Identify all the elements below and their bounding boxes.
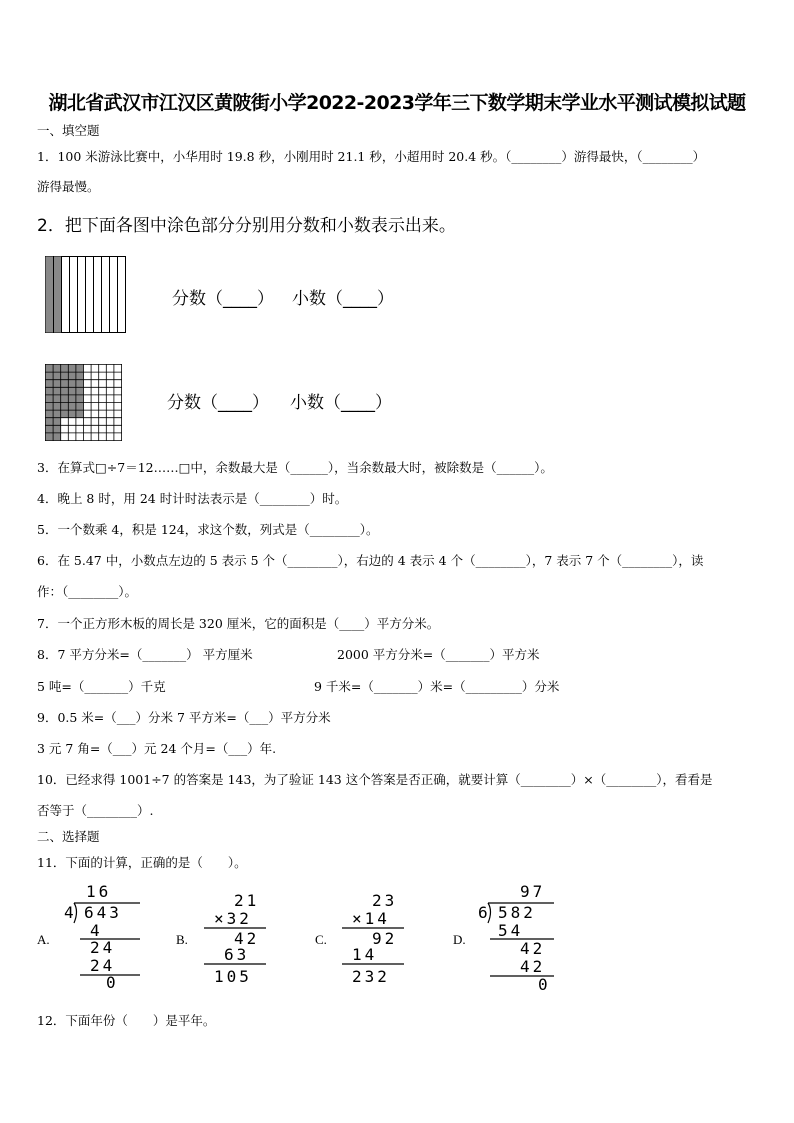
option-b-multiplication (200, 890, 270, 986)
question-1-line-2: 游得最慢。 (37, 179, 100, 194)
question-10-line-2: 否等于（________）. (37, 803, 154, 818)
option-b-multiplicand: 21 (234, 891, 260, 910)
question-2: 2．把下面各图中涂色部分分别用分数和小数表示出来。 (37, 216, 456, 236)
option-c-result: 232 (352, 967, 390, 986)
option-d-step-1: 54 (498, 921, 524, 940)
option-d-dividend: 582 (498, 903, 536, 922)
option-d-long-division (474, 883, 558, 991)
question-8-part-c: 5 吨=（_______）千克 (37, 679, 166, 694)
option-d-quotient: 97 (520, 883, 546, 901)
option-c-multiplier: ×14 (352, 909, 390, 928)
question-6-line-2: 作：（________）。 (37, 584, 138, 599)
option-a-remainder-1: 24 (90, 938, 116, 957)
question-3: 3．在算式□÷7＝12……□中，余数最大是（______），当余数最大时，被除数是（______）。 (37, 460, 553, 475)
option-a-step-1: 4 (90, 921, 100, 940)
section-heading-fill-blank: 一、填空题 (37, 123, 100, 138)
option-a-label: A. (37, 932, 50, 947)
question-8-part-d: 9 千米=（_______）米=（_________）分米 (314, 679, 560, 694)
question-12: 12．下面年份（ ）是平年。 (37, 1013, 216, 1028)
option-d-remainder-2: 0 (538, 975, 548, 991)
question-8-part-b: 2000 平方分米=（_______）平方米 (337, 647, 540, 662)
question-5: 5．一个数乘 4，积是 124，求这个数，列式是（________）。 (37, 522, 379, 537)
option-c-partial-1: 92 (372, 929, 398, 948)
option-d-label: D. (453, 932, 466, 947)
option-b-multiplier: ×32 (214, 909, 252, 928)
option-c-partial-2: 14 (352, 945, 378, 964)
option-b-label: B. (176, 932, 188, 947)
option-a-step-2: 24 (90, 956, 116, 975)
question-10-line-1: 10．已经求得 1001÷7 的答案是 143，为了验证 143 这个答案是否正确，就要计算（________）×（________），看看是 (37, 772, 713, 787)
figure-1-decimal-label: 小数（____） (292, 289, 394, 309)
option-a-divisor: 4 (64, 903, 74, 922)
option-b-partial-1: 42 (234, 929, 260, 948)
question-4: 4．晚上 8 时，用 24 时计时法表示是（________）时。 (37, 491, 348, 506)
option-c-label: C. (315, 932, 327, 947)
figure-2-grid-diagram (45, 364, 123, 442)
option-c-multiplicand: 23 (372, 891, 398, 910)
option-a-long-division (60, 883, 144, 989)
option-c-multiplication (338, 890, 408, 986)
option-b-partial-2: 63 (224, 945, 250, 964)
question-9-line-1: 9．0.5 米=（___）分米 7 平方米=（___）平方分米 (37, 710, 331, 725)
question-7: 7．一个正方形木板的周长是 320 厘米，它的面积是（____）平方分米。 (37, 616, 440, 631)
option-d-divisor: 6 (478, 903, 488, 922)
figure-2-fraction-label: 分数（____） (167, 393, 269, 413)
option-b-result: 105 (214, 967, 252, 986)
question-8-part-a: 8．7 平方分米=（_______） 平方厘米 (37, 647, 253, 662)
option-d-step-2: 42 (520, 957, 546, 976)
option-a-remainder-2: 0 (106, 973, 116, 989)
option-a-dividend: 643 (84, 903, 122, 922)
figure-2-decimal-label: 小数（____） (290, 393, 392, 413)
section-heading-choice: 二、选择题 (37, 829, 100, 844)
question-9-line-2: 3 元 7 角=（___）元 24 个月=（___）年. (37, 741, 277, 756)
figure-1-column-diagram (45, 256, 127, 334)
option-d-remainder-1: 42 (520, 939, 546, 958)
option-a-quotient: 16 (86, 883, 112, 901)
question-11: 11．下面的计算，正确的是（ ）。 (37, 855, 247, 870)
figure-1-fraction-label: 分数（____） (172, 289, 274, 309)
page-title: 湖北省武汉市江汉区黄陂街小学2022-2023学年三下数学期末学业水平测试模拟试题 (48, 92, 746, 114)
question-6-line-1: 6．在 5.47 中，小数点左边的 5 表示 5 个（________），右边的 4 表示 4 个（________），7 表示 7 个（________），读 (37, 553, 704, 568)
question-1-line-1: 1．100 米游泳比赛中，小华用时 19.8 秒，小刚用时 21.1 秒，小超用时 20.4 秒。（________）游得最快，（________） (37, 149, 706, 164)
